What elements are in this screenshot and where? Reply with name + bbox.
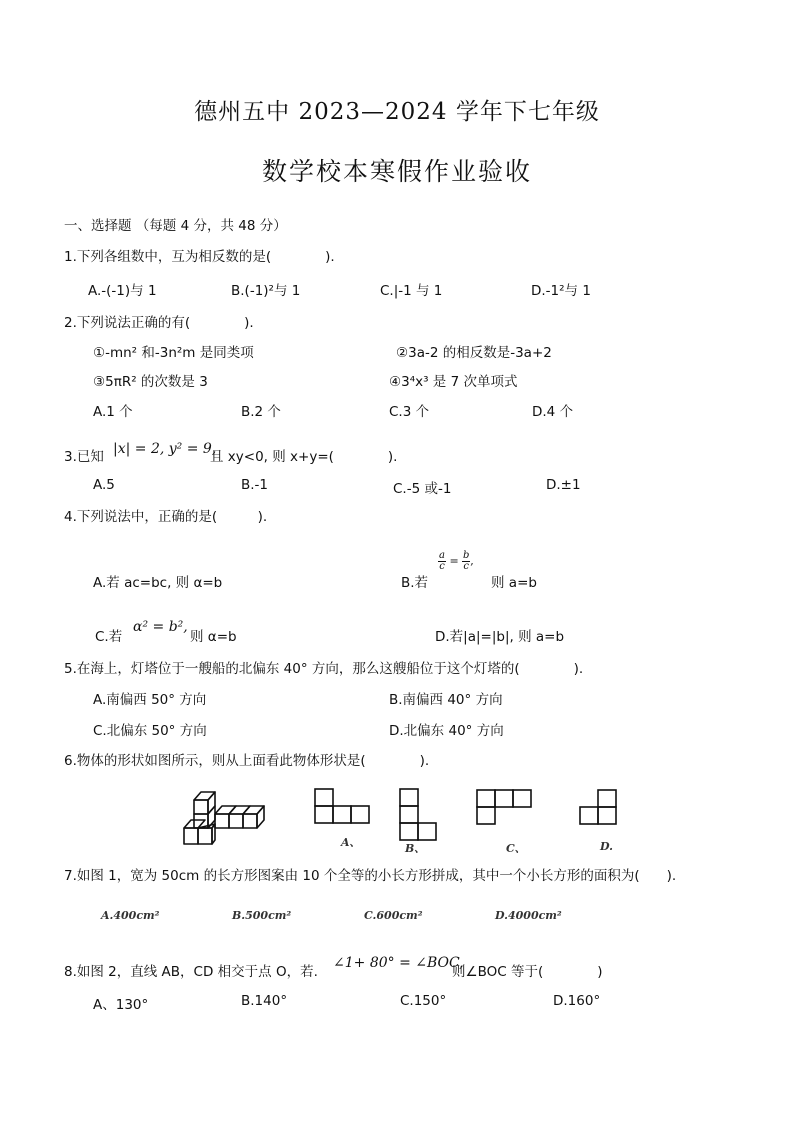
q4-stem: 4.下列说法中，正确的是( ).: [64, 509, 268, 525]
q4-option-b-math: $\frac{a}{c}$ = $\frac{b}{c}$ ,: [439, 550, 474, 572]
q7-option-b: B.500cm²: [232, 909, 292, 922]
q3-stem-math: |x| = 2, y² = 9,: [113, 441, 217, 457]
q5-stem: 5.在海上，灯塔位于一艘船的北偏东 40° 方向，那么这艘船位于这个灯塔的( ).: [64, 661, 584, 677]
q6-choice-c-label: C、: [506, 842, 526, 855]
q6-object-figure: [178, 786, 273, 852]
q1-stem: 1.下列各组数中，互为相反数的是( ).: [64, 249, 335, 265]
q3-option-b: B.-1: [241, 477, 269, 493]
q2-stem: 2.下列说法正确的有( ).: [64, 315, 254, 331]
q8-option-c: C.150°: [400, 993, 447, 1009]
q8-stem-math: ∠1+ 80° = ∠BOC,: [333, 955, 464, 971]
q4-option-a: A.若 ac=bc, 则 α=b: [93, 575, 223, 591]
q2-statement-1: ①-mn² 和-3n²m 是同类项: [93, 345, 254, 361]
q5-option-d: D.北偏东 40° 方向: [389, 723, 504, 739]
q6-choice-d-label: D.: [600, 840, 613, 853]
q4-option-c-pre: C.若: [95, 629, 123, 645]
q4-option-c-math: α² = b²,: [133, 619, 188, 635]
q2-option-b: B.2 个: [241, 404, 281, 420]
q8-option-a: A、130°: [93, 997, 149, 1013]
section-heading: 一、选择题 （每题 4 分，共 48 分）: [64, 218, 287, 234]
title-line-1: 德州五中 2023—2024 学年下七年级: [194, 99, 600, 125]
q5-option-b: B.南偏西 40° 方向: [389, 692, 503, 708]
q5-option-c: C.北偏东 50° 方向: [93, 723, 207, 739]
title-line-2: 数学校本寒假作业验收: [261, 157, 532, 186]
q1-option-c: C.|-1 与 1: [380, 283, 443, 299]
q6-choice-b-label: B、: [405, 842, 426, 855]
q8-stem-pre: 8.如图 2，直线 AB，CD 相交于点 O，若.: [64, 964, 318, 980]
q2-statement-2: ②3a-2 的相反数是-3a+2: [396, 345, 552, 361]
q3-option-a: A.5: [93, 477, 115, 493]
q2-statement-4: ④3⁴x³ 是 7 次单项式: [389, 374, 518, 390]
q6-choice-c-figure: [474, 788, 536, 830]
q8-stem-post: 则∠BOC 等于( ): [452, 964, 603, 980]
q6-choice-a-label: A、: [341, 836, 361, 849]
q7-option-c: C.600cm²: [364, 909, 423, 922]
q2-option-c: C.3 个: [389, 404, 430, 420]
q4-option-c-post: 则 α=b: [190, 629, 237, 645]
q6-stem: 6.物体的形状如图所示，则从上面看此物体形状是( ).: [64, 753, 430, 769]
q7-option-d: D.4000cm²: [495, 909, 562, 922]
q8-option-d: D.160°: [553, 993, 601, 1009]
q1-option-b: B.(-1)²与 1: [231, 283, 301, 299]
q2-statement-3: ③5πR² 的次数是 3: [93, 374, 208, 390]
q4-option-b-pre: B.若: [401, 575, 429, 591]
q3-option-d: D.±1: [546, 477, 581, 493]
q8-option-b: B.140°: [241, 993, 288, 1009]
q6-choice-d-figure: [577, 788, 623, 830]
q4-option-b-post: 则 a=b: [491, 575, 537, 591]
q3-stem-pre: 3.已知: [64, 449, 104, 465]
q3-option-c: C.-5 或-1: [393, 481, 452, 497]
q5-option-a: A.南偏西 50° 方向: [93, 692, 207, 708]
q7-option-a: A.400cm²: [101, 909, 160, 922]
q1-option-d: D.-1²与 1: [531, 283, 591, 299]
q4-option-d: D.若|a|=|b|, 则 a=b: [435, 629, 565, 645]
q6-choice-a-figure: [312, 787, 374, 827]
q7-stem: 7.如图 1，宽为 50cm 的长方形图案由 10 个全等的小长方形拼成，其中一个小长方形的面积为( ).: [64, 868, 677, 884]
q2-option-a: A.1 个: [93, 404, 133, 420]
q2-option-d: D.4 个: [532, 404, 574, 420]
q1-option-a: A.-(-1)与 1: [88, 283, 157, 299]
q3-stem-post: 且 xy<0, 则 x+y=( ).: [210, 449, 398, 465]
q6-choice-b-figure: [397, 787, 445, 843]
